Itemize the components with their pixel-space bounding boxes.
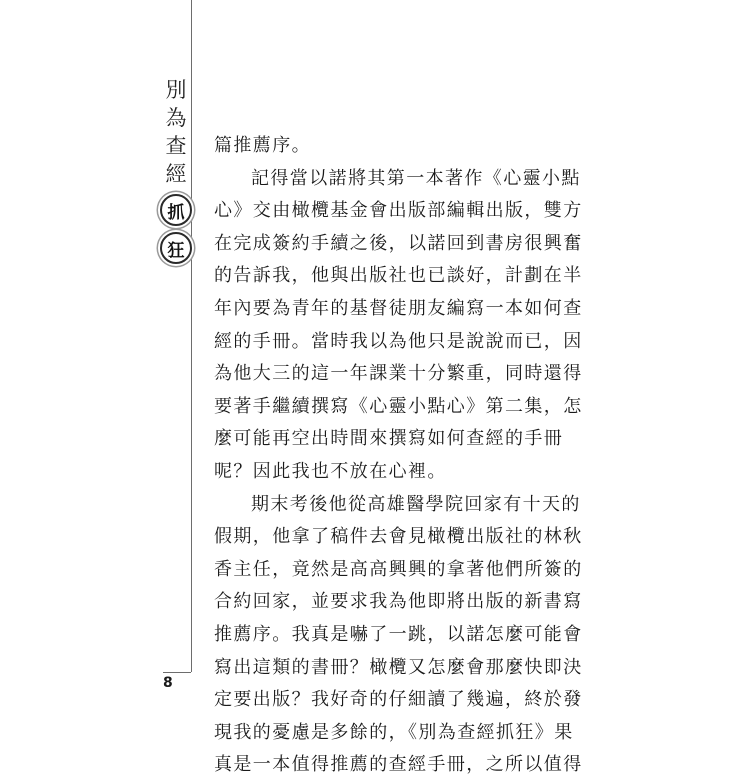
body-text (214, 130, 594, 782)
text-line: 為他大三的這一年課業十分繁重，同時還得 (214, 363, 583, 385)
text-line: 在完成簽約手續之後，以諾回到書房很興奮 (214, 232, 583, 254)
text-line: 真是一本值得推薦的查經手冊，之所以值得 (214, 754, 583, 776)
text-line: 香主任，竟然是高高興興的拿著他們所簽的 (214, 558, 583, 580)
text-line: 要著手繼續撰寫《心靈小點心》第二集，怎 (214, 395, 583, 417)
title-char: 為 (165, 106, 187, 130)
title-char: 經 (165, 162, 187, 186)
text-line: 假期，他拿了稿件去會見橄欖出版社的林秋 (214, 526, 583, 548)
title-circled-char: 狂 (160, 232, 192, 264)
title-char: 別 (165, 78, 187, 102)
paragraph-first-line: 記得當以諾將其第一本著作《心靈小點 (251, 167, 581, 189)
text-line: 寫出這類的書冊？橄欖又怎麼會那麼快即決 (214, 656, 583, 678)
paragraph-first-line: 期末考後他從高雄醫學院回家有十天的 (251, 493, 581, 515)
text-line: 麼可能再空出時間來撰寫如何查經的手冊 (214, 428, 564, 450)
text-line: 推薦序。我真是嚇了一跳，以諾怎麼可能會 (214, 623, 583, 645)
text-line: 年內要為青年的基督徒朋友編寫一本如何查 (214, 297, 583, 319)
text-line: 現我的憂慮是多餘的，《別為查經抓狂》果 (214, 721, 574, 743)
text-line: 的告訴我，他與出版社也已談好，計劃在半 (214, 265, 583, 287)
text-line: 篇推薦序。 (214, 135, 311, 156)
text-line: 呢？因此我也不放在心裡。 (214, 460, 447, 482)
title-circled-char: 抓 (160, 194, 192, 226)
text-line: 心》交由橄欖基金會出版部編輯出版，雙方 (214, 200, 583, 222)
text-line: 合約回家，並要求我為他即將出版的新書寫 (214, 591, 583, 613)
text-line: 經的手冊。當時我以為他只是說說而已，因 (214, 330, 583, 352)
footer-rule (163, 672, 191, 673)
running-book-title (160, 76, 192, 264)
title-char: 查 (165, 134, 187, 158)
page-number: 8 (163, 675, 173, 691)
text-line: 定要出版？我好奇的仔細讀了幾遍，終於發 (214, 689, 583, 711)
